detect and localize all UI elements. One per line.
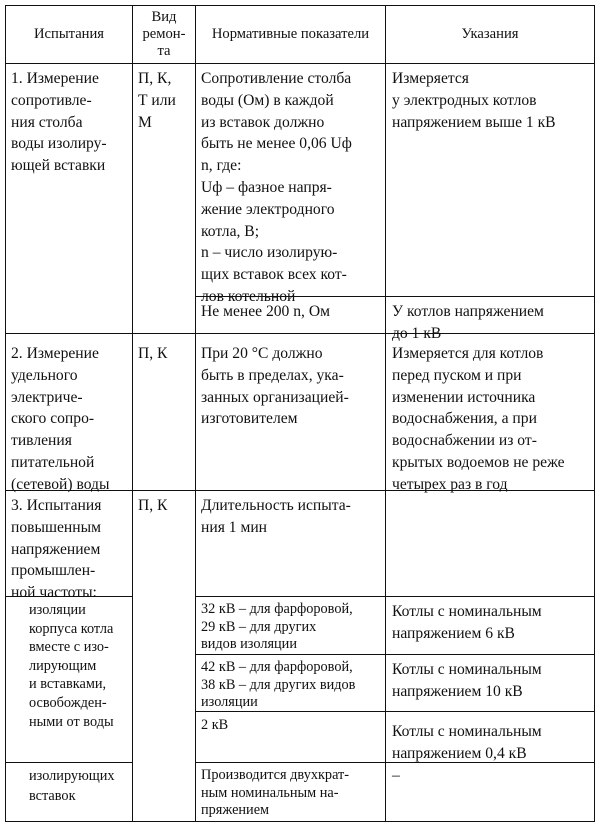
row3-sub2-test: изолирующих вставок xyxy=(29,768,115,804)
rule-row3-head-right xyxy=(195,596,595,597)
row3-sub1-note-1: Котлы с номинальным напряжением 6 кВ xyxy=(392,603,542,642)
row1-note-2: У котлов напряжением до 1 кВ xyxy=(392,303,544,342)
row3-sub1-norm-3: 2 кВ xyxy=(201,717,229,733)
row1-repair: П, К, Т или М xyxy=(138,70,176,131)
row3-test: 3. Испытания повышенным напряжением промышлен- ной частоты: xyxy=(11,497,102,602)
rule-row3-c-left xyxy=(5,762,132,763)
rule-bottom xyxy=(5,821,595,822)
rule-header-bottom xyxy=(5,63,595,64)
row3-sub2-note: – xyxy=(392,767,400,784)
row3-norm: Длительность испыта- ния 1 мин xyxy=(201,497,351,536)
row1-note-1: Измеряется у электродных котлов напряжением выше 1 кВ xyxy=(392,70,556,131)
rule-col0 xyxy=(5,5,6,822)
test-norms-table xyxy=(5,5,595,822)
row3-repair: П, К xyxy=(138,497,168,514)
row1-norm-1: Сопротивление столба воды (Ом) в каждой из вставок должно быть не менее 0,06 Uф n, где: Uф – фазное напря- жение электродного котла, В; n – число изолирую- щих вставок всех кот- лов котельной xyxy=(201,70,352,305)
header-repair-type: Вид ремон- та xyxy=(142,9,186,59)
row3-sub1-note-3: Котлы с номинальным напряжением 0,4 кВ xyxy=(392,723,542,762)
rule-col4 xyxy=(594,5,595,822)
row3-sub1-test: изоляции корпуса котла вместе с изо- лирующим и вставками, освобожден- ными от воды xyxy=(29,602,114,730)
row2-norm: При 20 °С должно быть в пределах, ука- занных организацией- изготовителем xyxy=(201,345,349,428)
row2-test: 2. Измерение удельного электриче- ского сопро- тивления питательной (сетевой) воды xyxy=(11,345,110,493)
row2-repair: П, К xyxy=(138,345,168,362)
row1-norm-2: Не менее 200 n, Ом xyxy=(201,303,330,320)
header-notes: Указания xyxy=(461,26,519,42)
row3-sub2-norm: Производится двухкрат- ным номинальным на- пряжением xyxy=(201,767,350,818)
rule-col3 xyxy=(385,5,386,822)
row3-sub1-norm-1: 32 кВ – для фарфоровой, 29 кВ – для других видов изоляции xyxy=(201,601,353,652)
rule-col2 xyxy=(195,5,196,822)
row3-sub1-norm-2: 42 кВ – для фарфоровой, 38 кВ – для других видов изоляции xyxy=(201,659,356,710)
header-tests: Испытания xyxy=(34,26,104,42)
row3-sub1-note-2: Котлы с номинальным напряжением 10 кВ xyxy=(392,661,542,700)
header-norms: Нормативные показатели xyxy=(211,26,370,42)
rule-row3-a xyxy=(195,654,595,655)
row2-note: Измеряется для котлов перед пуском и при изменении источника водоснабжения, а при водоснабжении из от- крытых водоемов не реже четырех раз в год xyxy=(392,345,565,493)
row1-test: 1. Измерение сопротивле- ния столба воды изолиру- ющей вставки xyxy=(11,70,107,175)
